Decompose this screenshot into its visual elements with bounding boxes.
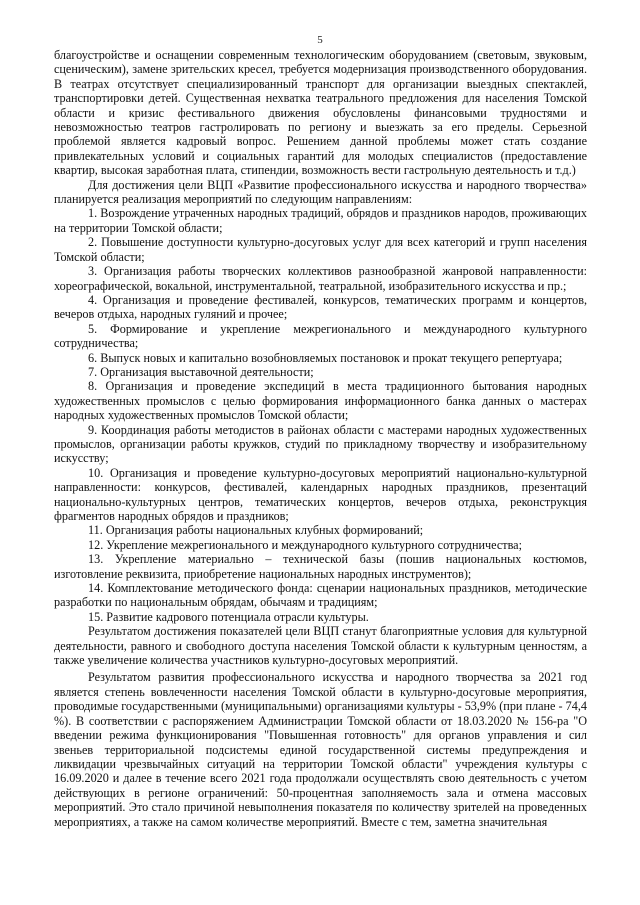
paragraph-theatre-problems: благоустройстве и оснащении современным технологическим оборудованием (световым, звуковым, сценическим), замене зрительских кресел, требуется модернизация производственного оборудования. В театрах отсутствует специализированный транспорт для организации выездных спектаклей, транспортировки детей. Существенная нехватка театрального предложения для населения Томской области и кризис фестивального движения обусловлены финансовыми трудностями и невозможностью театров гастролировать по региону и выезжать за его пределы. Серьезной проблемой является кадровый вопрос. Решением данной проблемы может стать создание привлекательных условий и социальных гарантий для молодых специалистов (предоставление квартир, высокая заработная плата, стипендии, возможность вести гастрольную деятельность и т.д.) [54,48,587,178]
list-item: 4. Организация и проведение фестивалей, конкурсов, тематических программ и концертов, вечеров отдыха, народных гуляний и прочее; [54,292,587,322]
list-item: 12. Укрепление межрегионального и международного культурного сотрудничества; [88,537,522,552]
paragraph-result-goal: Результатом достижения показателей цели ВЦП станут благоприятные условия для культурной деятельности, равного и свободного доступа населения Томской области к культурным ценностям, а также увеличение количества участников культурно-досуговых мероприятий. [54,624,587,668]
list-item: 11. Организация работы национальных клубных формирований; [88,523,424,538]
list-item: 9. Координация работы методистов в районах области с мастерами народных художественных промыслов, организации работы кружков, студий по прикладному творчеству и изобразительному искусству; [54,422,587,466]
list-item: 13. Укрепление материально – технической базы (пошив национальных костюмов, изготовление реквизита, приобретение национальных народных инструментов); [54,552,587,581]
list-item: 7. Организация выставочной деятельности; [88,364,314,379]
document-body [54,48,587,829]
list-item: 6. Выпуск новых и капитально возобновляемых постановок и прокат текущего репертуара; [88,350,563,365]
list-item: 15. Развитие кадрового потенциала отрасли культуры. [88,609,369,624]
list-item: 14. Комплектование методического фонда: сценарии национальных праздников, методические разработки по национальным обрядам, обычаям и традициям; [54,581,587,610]
page-number: 5 [317,34,323,46]
list-item: 2. Повышение доступности культурно-досуговых услуг для всех категорий и групп населения Томской области; [54,235,587,264]
list-item: 3. Организация работы творческих коллективов разнообразной жанровой направленности: хореографической, вокальной, инструментальной, театральной, изобразительного искусства и пр.; [54,264,587,293]
paragraph-result-2021: Результатом развития профессионального искусства и народного творчества за 2021 год является степень вовлеченности населения Томской области в культурно-досуговые мероприятия, проводимые государственными (муниципальными) организациями культуры - 53,9% (при плане - 74,4 %). В соответствии с распоряжением Администрации Томской области от 18.03.2020 № 156-ра "О введении режима функционирования "Повышенная готовность" для органов управления и сил звеньев территориальной подсистемы единой государственной системы предупреждения и ликвидации чрезвычайных ситуаций на территории Томской области" учреждения культуры с 16.09.2020 и далее в течение всего 2021 года продолжали осуществлять свою деятельность с учетом действующих в регионе ограничений: 50-процентная заполняемость зала и отмена массовых мероприятий. Это стало причиной невыполнения показателя по количеству зрителей на проведенных мероприятиях, а также на самом количестве мероприятий. Вместе с тем, заметна значительная [54,670,587,829]
list-item: 8. Организация и проведение экспедиций в места традиционного бытования народных художественных промыслов с целью формирования информационного банка данных о мастерах народных художественных промыслов Томской области; [54,379,587,423]
list-item: 5. Формирование и укрепление межрегионального и международного культурного сотрудничества; [54,321,587,351]
list-item: 10. Организация и проведение культурно-досуговых мероприятий национально-культурной направленности: конкурсов, фестивалей, календарных народных праздников, презентаций национально-культурных центров, тематических концертов, вечеров отдыха, реконструкция фрагментов народных обрядов и праздников; [54,465,587,523]
list-item: 1. Возрождение утраченных народных традиций, обрядов и праздников народов, проживающих на территории Томской области; [54,206,587,235]
paragraph-directions-intro: Для достижения цели ВЦП «Развитие профессионального искусства и народного творчества» планируется реализация мероприятий по следующим направлениям: [54,177,587,207]
